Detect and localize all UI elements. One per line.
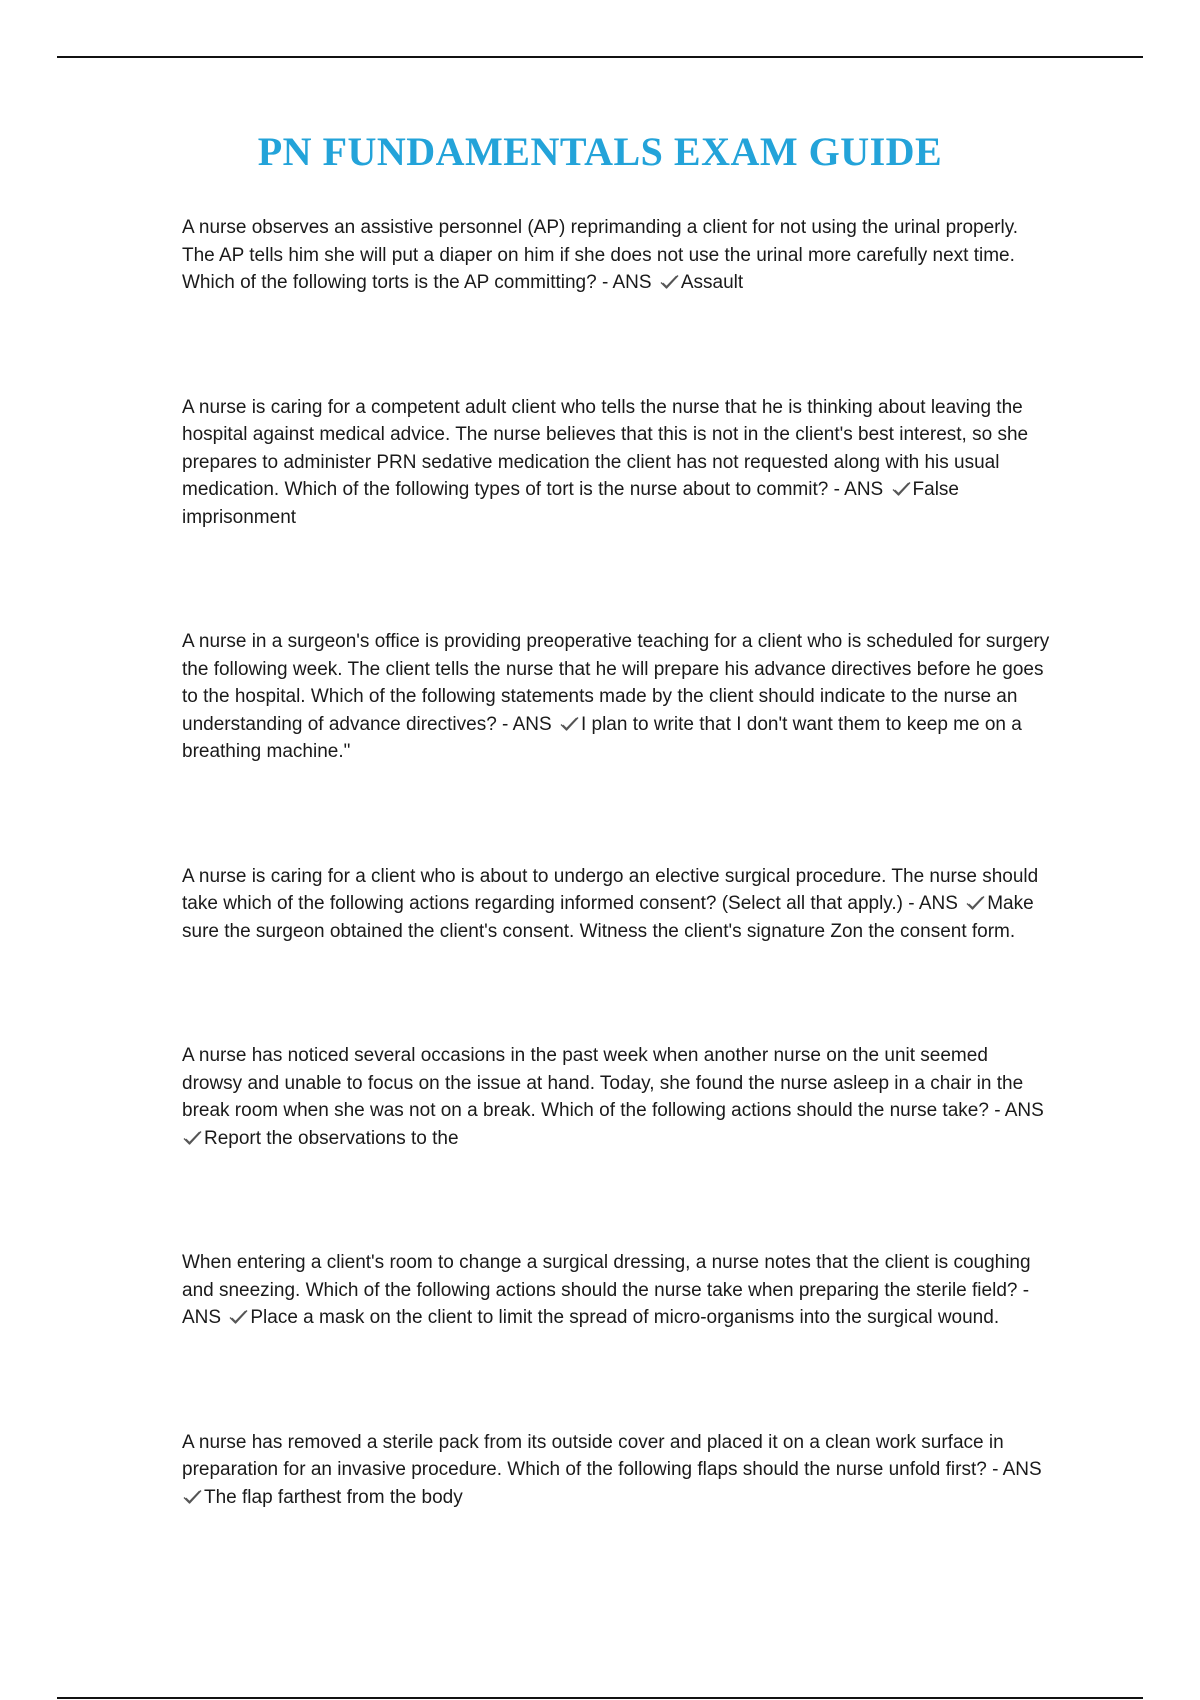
check-icon [228, 1308, 249, 1326]
qa-item [182, 863, 1050, 946]
qa-item [182, 1429, 1050, 1512]
qa-item [182, 628, 1050, 766]
page-title: PN FUNDAMENTALS EXAM GUIDE [257, 129, 943, 174]
answer-label: - ANS [994, 1100, 1044, 1121]
qa-item [182, 1042, 1050, 1152]
qa-list [182, 214, 1050, 1608]
check-icon [182, 1488, 203, 1506]
qa-item [182, 214, 1050, 297]
question-text: A nurse has noticed several occasions in the past week when another nurse on the unit seemed drowsy and unable to focus on the issue at hand. Today, she found the nurse asleep in a chair in the break room when she was not on a break. Which of the following actions should the nurse take? [182, 1045, 1024, 1121]
qa-item [182, 394, 1050, 532]
answer-label: - ANS [992, 1459, 1042, 1480]
question-text: A nurse in a surgeon's office is providing preoperative teaching for a client who is scheduled for surgery the following week. The client tells the nurse that he will prepare his advance directives before he goes to the hospital. Which of the following statements made by the client should indicate to the nurse an understanding of advance directives? [182, 631, 1050, 735]
question-text: A nurse has removed a sterile pack from its outside cover and placed it on a clean work surface in preparation for an invasive procedure. Which of the following flaps should the nurse unfold first? [182, 1431, 1004, 1480]
question-text: A nurse is caring for a client who is about to undergo an elective surgical procedure. The nurse should take which of the following actions regarding informed consent? (Select all that apply.) [182, 865, 1039, 914]
answer-text: Make sure the surgeon obtained the client's consent. Witness the client's signature Zon the consent form. [182, 893, 1034, 942]
answer-label: - ANS [908, 893, 958, 914]
answer-text: Assault [680, 272, 744, 293]
bottom-rule [57, 1697, 1143, 1699]
check-icon [182, 1129, 203, 1147]
answer-text: Report the observations to the [204, 1127, 459, 1149]
check-icon [965, 894, 986, 912]
qa-item [182, 1249, 1050, 1332]
question-text: A nurse observes an assistive personnel (AP) reprimanding a client for not using the urinal properly. The AP tells him she will put a diaper on him if she does not use the urinal more carefully next time. Which of the following torts is the AP committing? [182, 217, 1019, 293]
question-text: When entering a client's room to change a surgical dressing, a nurse notes that the client is coughing and sneezing. Which of the following actions should the nurse take when preparing the sterile field? [182, 1252, 1031, 1301]
check-icon [559, 715, 580, 733]
check-icon [891, 480, 912, 498]
answer-label: - ANS [182, 1279, 1030, 1328]
answer-text: I plan to write that I don't want them to keep me on a breathing machine." [182, 713, 1022, 762]
answer-label: - ANS [601, 272, 652, 293]
answer-text: Place a mask on the client to limit the spread of micro-organisms into the surgical wound. [250, 1307, 1000, 1328]
check-icon [659, 273, 680, 291]
answer-text: The flap farthest from the body [204, 1486, 463, 1508]
top-rule [57, 56, 1143, 58]
question-text: A nurse is caring for a competent adult client who tells the nurse that he is thinking about leaving the hospital against medical advice. The nurse believes that this is not in the client's best interest, so she prepares to administer PRN sedative medication the client has not requested along with his usual medication. Which of the following types of tort is the nurse about to commit? [182, 396, 1029, 500]
answer-label: - ANS [502, 713, 552, 735]
answer-text: False imprisonment [182, 479, 959, 528]
answer-label: - ANS [833, 479, 884, 500]
